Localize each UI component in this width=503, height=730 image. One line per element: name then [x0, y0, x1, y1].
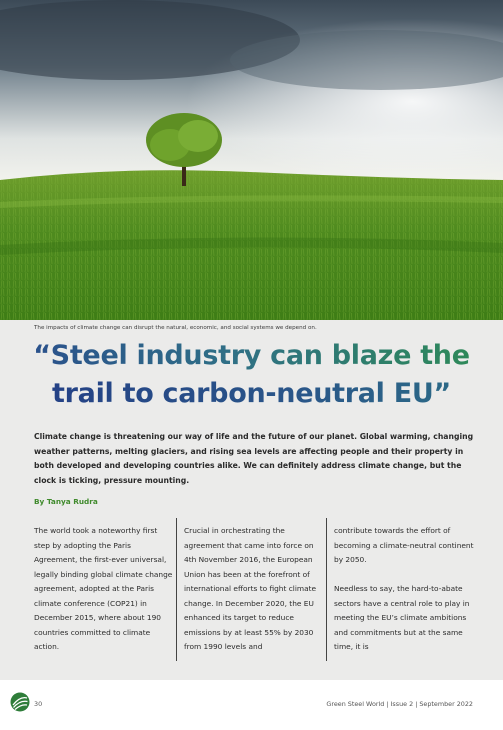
image-caption: The impacts of climate change can disrupt the natural, economic, and social systems we depend on.: [34, 325, 317, 331]
column-divider: [176, 518, 177, 661]
body-paragraph: Needless to say, the hard-to-abate sectors have a central role to play in meeting the EU’s climate ambitions and commitments but at the same time, it is: [334, 584, 470, 651]
body-column-2: [184, 524, 324, 655]
body-column-3: [334, 524, 474, 655]
article-lede: Climate change is threatening our way of life and the future of our planet. Global warming, changing weather patterns, melting glaciers, and rising sea levels are affecting people and their property in both developed and developing countries alike. We can definitely address climate change, but the clock is ticking, pressure mounting.: [34, 432, 474, 485]
article-byline: By Tanya Rudra: [34, 497, 98, 506]
publication-info: Green Steel World | Issue 2 | September 2022: [326, 700, 473, 708]
body-paragraph: Crucial in orchestrating the agreement that came into force on 4th November 2016, the European Union has been at the forefront of international efforts to fight climate change. In December 2020, the EU enhanced its target to reduce emissions by at least 55% by 2030 from 1990 levels and: [184, 526, 317, 651]
headline-line-1: “Steel industry can blaze the: [20, 337, 483, 375]
headline-line-2: trail to carbon-neutral EU”: [20, 375, 483, 413]
publication-logo-icon: [10, 692, 30, 712]
column-divider: [326, 518, 327, 661]
article-headline: [20, 337, 483, 413]
body-column-1: [34, 524, 174, 655]
page-number: 30: [34, 700, 43, 708]
body-paragraph: contribute towards the effort of becoming a climate-neutral continent by 2050.: [334, 526, 474, 564]
hero-image: [0, 0, 503, 320]
body-paragraph: The world took a noteworthy first step by adopting the Paris Agreement, the first-ever universal, legally binding global climate change agreement, adopted at the Paris climate conference (COP21) in December 2015, where about 190 countries committed to climate action.: [34, 526, 173, 651]
landscape-illustration: [0, 0, 503, 320]
